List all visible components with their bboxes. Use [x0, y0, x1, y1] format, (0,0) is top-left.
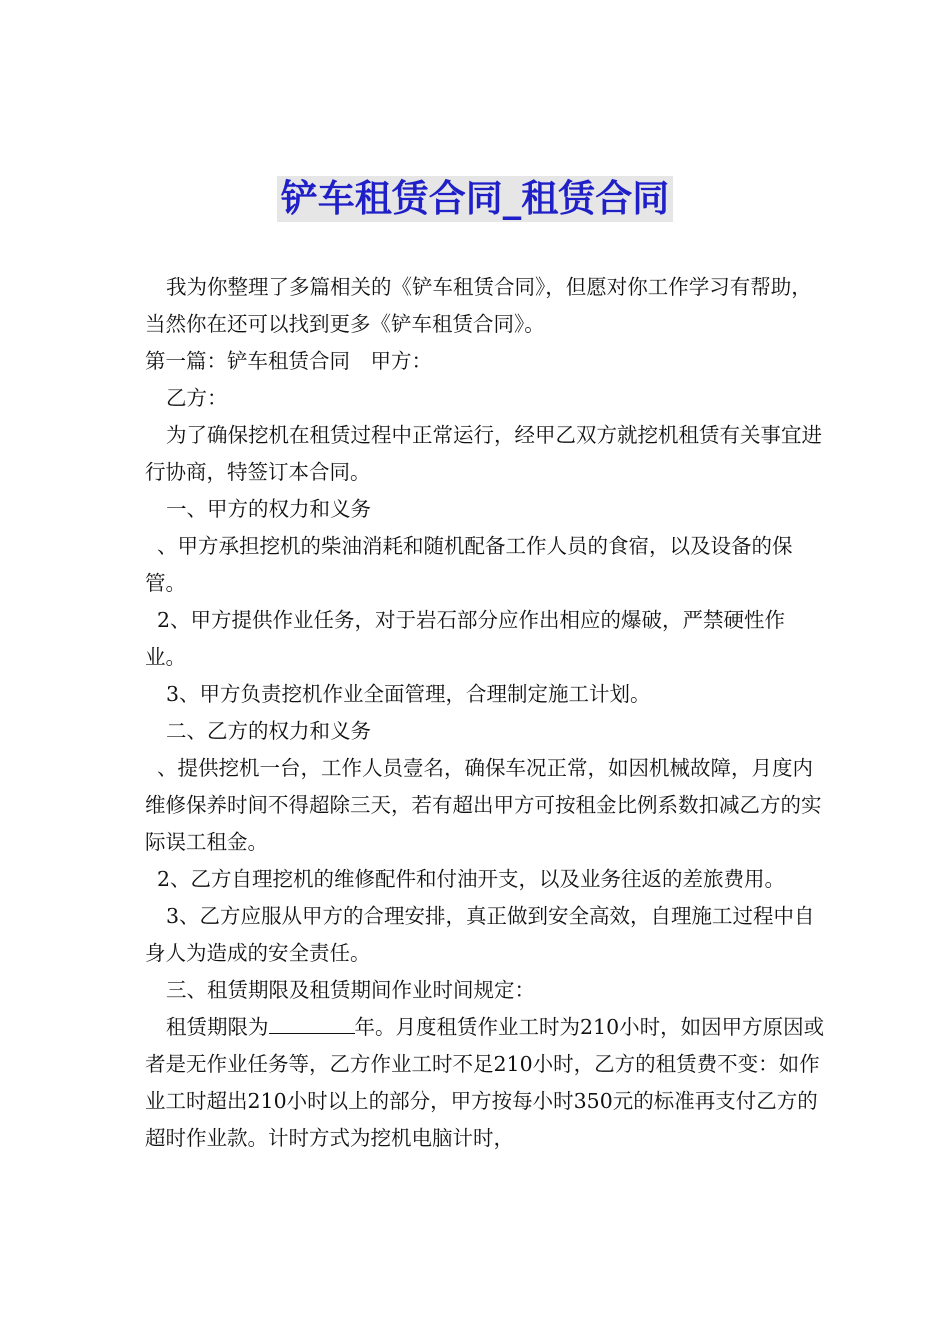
section2-item1: 、提供挖机一台，工作人员壹名，确保车况正常，如因机械故障，月度内维修保养时间不得超除三天，若有超出甲方可按租金比例系数扣减乙方的实际误工租金。 [145, 756, 822, 854]
section1-item2: 2、甲方提供作业任务，对于岩石部分应作出相应的爆破，严禁硬性作业。 [145, 608, 786, 669]
paragraph-intro: 我为你整理了多篇相关的《铲车租赁合同》，但愿对你工作学习有帮助，当然你在还可以找到更多《铲车租赁合同》。 [145, 275, 812, 336]
paragraph-lease-term [145, 1009, 825, 1157]
lease-term-prefix: 租赁期限为 [166, 1015, 269, 1039]
title-area [0, 176, 950, 222]
paragraph-preamble: 为了确保挖机在租赁过程中正常运行，经甲乙双方就挖机租赁有关事宜进行协商，特签订本合同。 [145, 423, 822, 484]
section1-item1: 、甲方承担挖机的柴油消耗和随机配备工作人员的食宿，以及设备的保管。 [145, 534, 793, 595]
section2-item3: 3、乙方应服从甲方的合理安排，真正做到安全高效，自理施工过程中自身人为造成的安全责任。 [145, 904, 815, 965]
section-heading-3: 三、租赁期限及租赁期间作业时间规定： [166, 978, 535, 1002]
document-body [145, 269, 825, 1157]
section2-item2: 2、乙方自理挖机的维修配件和付油开支，以及业务往返的差旅费用。 [157, 867, 786, 891]
paragraph-party-b: 乙方： [166, 386, 228, 410]
section-heading-2: 二、乙方的权力和义务 [166, 719, 371, 743]
lease-term-blank [269, 1013, 355, 1034]
document-title: 铲车租赁合同_租赁合同 [277, 176, 674, 222]
section-heading-1: 一、甲方的权力和义务 [166, 497, 371, 521]
section1-item3: 3、甲方负责挖机作业全面管理，合理制定施工计划。 [166, 682, 651, 706]
lease-term-suffix: 年。月度租赁作业工时为210小时，如因甲方原因或者是无作业任务等，乙方作业工时不足210小时，乙方的租赁费不变：如作业工时超出210小时以上的部分，甲方按每小时350元的标准再支付乙方的超时作业款。计时方式为挖机电脑计时， [145, 1015, 825, 1150]
paragraph-part1: 第一篇：铲车租赁合同 甲方： [145, 349, 432, 373]
